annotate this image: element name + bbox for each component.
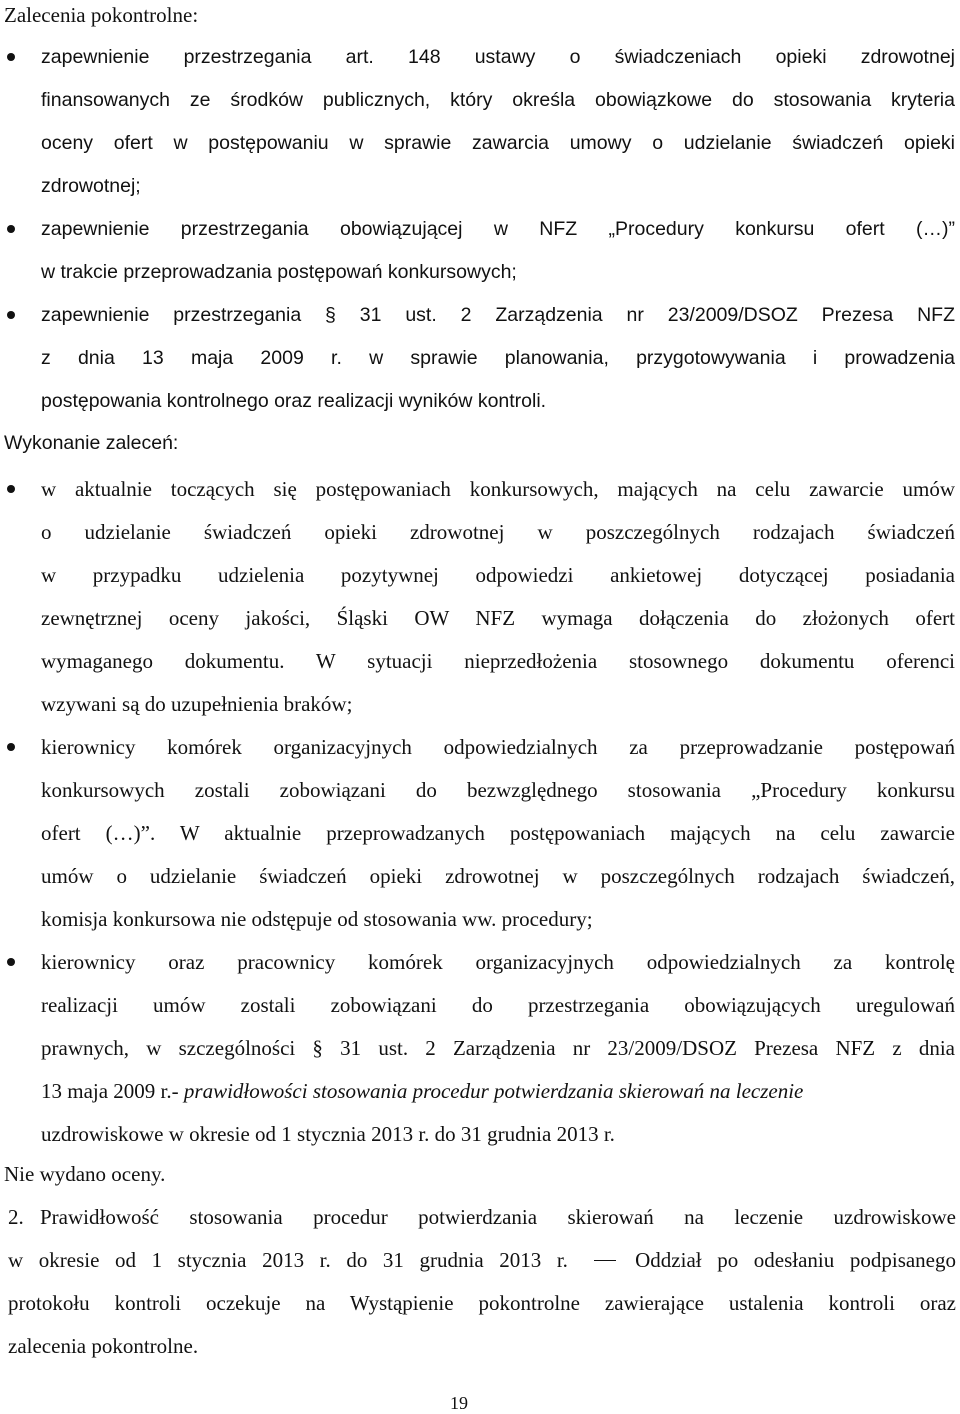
wykonanie-1-line-6: wzywani są do uzupełnienia braków; <box>41 692 353 716</box>
dash-icon <box>594 1260 616 1262</box>
wykonanie-1-line-4: zewnętrznej oceny jakości, Śląski OW NFZ wymaga dołączenia do złożonych ofert <box>41 606 955 630</box>
wykonanie-3-line-4-normal: 13 maja 2009 r.- <box>41 1079 184 1103</box>
section-2-number: 2. <box>8 1205 24 1229</box>
zalecenie-1-line-1: zapewnienie przestrzegania art. 148 ustawy o świadczeniach opieki zdrowotnej <box>41 46 955 68</box>
zalecenie-2-line-1: zapewnienie przestrzegania obowiązującej w NFZ „Procedury konkursu ofert (…)” <box>41 218 955 240</box>
heading-wykonanie: Wykonanie zaleceń: <box>4 432 179 454</box>
bullet-icon <box>7 225 15 233</box>
wykonanie-2-line-1: kierownicy komórek organizacyjnych odpowiedzialnych za przeprowadzanie postępowań <box>41 735 955 759</box>
wykonanie-2-line-3: ofert (…)”. W aktualnie przeprowadzanych postępowaniach mających na celu zawarcie <box>41 821 955 845</box>
bullet-icon <box>7 311 15 319</box>
wykonanie-1-line-2: o udzielanie świadczeń opieki zdrowotnej w poszczególnych rodzajach świadczeń <box>41 520 955 544</box>
bullet-icon <box>7 53 15 61</box>
wykonanie-1-line-3: w przypadku udzielenia pozytywnej odpowiedzi ankietowej dotyczącej posiadania <box>41 563 955 587</box>
zalecenie-1-line-3: oceny ofert w postępowaniu w sprawie zawarcia umowy o udzielanie świadczeń opieki <box>41 132 955 154</box>
wykonanie-1-line-5: wymaganego dokumentu. W sytuacji nieprzedłożenia stosownego dokumentu oferenci <box>41 649 955 673</box>
section-2-line-3: protokołu kontroli oczekuje na Wystąpienie pokontrolne zawierające ustalenia kontroli oraz <box>8 1291 956 1315</box>
wykonanie-3-line-5: uzdrowiskowe w okresie od 1 stycznia 2013 r. do 31 grudnia 2013 r. <box>41 1122 615 1146</box>
zalecenie-1-line-4: zdrowotnej; <box>41 175 141 197</box>
zalecenie-3-line-1: zapewnienie przestrzegania § 31 ust. 2 Zarządzenia nr 23/2009/DSOZ Prezesa NFZ <box>41 304 955 326</box>
wykonanie-3-line-4-italic: prawidłowości stosowania procedur potwierdzania skierowań na leczenie <box>183 1079 804 1103</box>
wykonanie-2-line-2: konkursowych zostali zobowiązani do bezwzględnego stosowania „Procedury konkursu <box>41 778 955 802</box>
ocena-text: Nie wydano oceny. <box>4 1162 166 1186</box>
bullet-icon <box>7 485 15 493</box>
zalecenie-3-line-3: postępowania kontrolnego oraz realizacji wyników kontroli. <box>41 390 547 412</box>
wykonanie-1-line-1: w aktualnie toczących się postępowaniach konkursowych, mających na celu zawarcie umów <box>41 477 955 501</box>
zalecenie-1-line-2: finansowanych ze środków publicznych, który określa obowiązkowe do stosowania kryteria <box>41 89 955 111</box>
section-2-line-2-after: Oddział po odesłaniu podpisanego <box>635 1248 957 1272</box>
heading-zalecenia: Zalecenia pokontrolne: <box>4 3 199 27</box>
section-2-line-4: zalecenia pokontrolne. <box>8 1334 199 1358</box>
wykonanie-3-line-1: kierownicy oraz pracownicy komórek organizacyjnych odpowiedzialnych za kontrolę <box>41 950 955 974</box>
zalecenie-3-line-2: z dnia 13 maja 2009 r. w sprawie planowania, przygotowywania i prowadzenia <box>41 347 955 369</box>
section-2-line-2-before: w okresie od 1 stycznia 2013 r. do 31 grudnia 2013 r. <box>8 1248 568 1272</box>
wykonanie-3-line-4 <box>41 1078 803 1104</box>
zalecenie-2-line-2: w trakcie przeprowadzania postępowań konkursowych; <box>41 261 517 283</box>
wykonanie-3-line-3: prawnych, w szczególności § 31 ust. 2 Zarządzenia nr 23/2009/DSOZ Prezesa NFZ z dnia <box>41 1036 955 1060</box>
wykonanie-3-line-2: realizacji umów zostali zobowiązani do przestrzegania obowiązujących uregulowań <box>41 993 955 1017</box>
wykonanie-2-line-5: komisja konkursowa nie odstępuje od stosowania ww. procedury; <box>41 907 593 931</box>
bullet-icon <box>7 958 15 966</box>
bullet-icon <box>7 743 15 751</box>
wykonanie-2-line-4: umów o udzielanie świadczeń opieki zdrowotnej w poszczególnych rodzajach świadczeń, <box>41 864 955 888</box>
section-2-line-2 <box>8 1247 956 1273</box>
section-2-line-1: Prawidłowość stosowania procedur potwierdzania skierowań na leczenie uzdrowiskowe <box>40 1205 956 1229</box>
page-number: 19 <box>450 1393 468 1413</box>
